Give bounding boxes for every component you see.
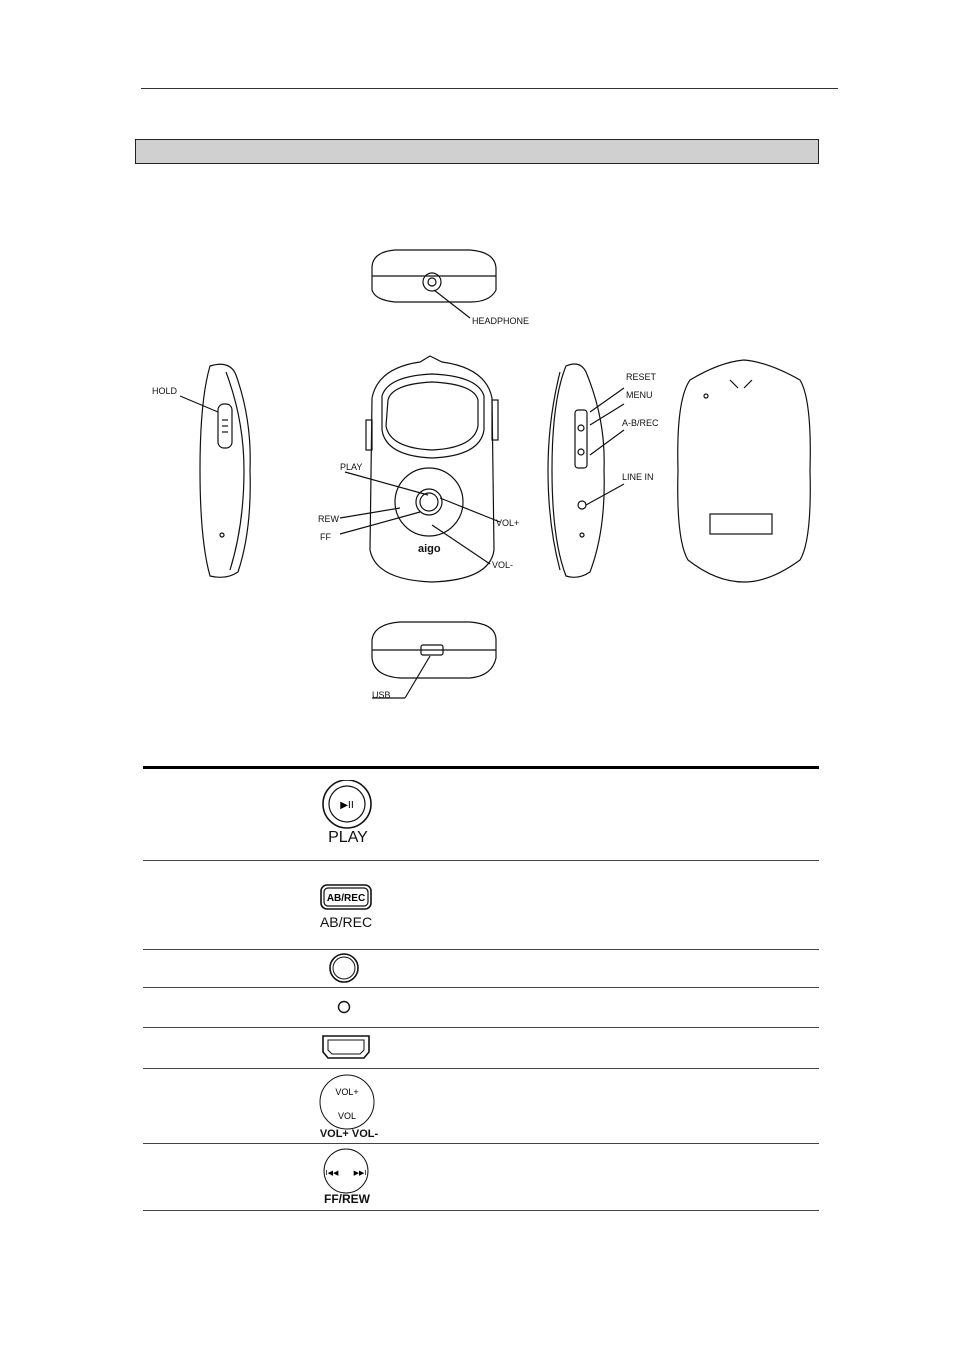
reset-hole-icon	[336, 999, 352, 1015]
label-menu: MENU	[626, 390, 653, 400]
table-row-divider	[143, 1027, 819, 1028]
vol-caption: VOL+ VOL-	[319, 1128, 379, 1140]
top-view	[372, 250, 496, 318]
bottom-view	[372, 622, 496, 698]
left-side-view	[180, 364, 250, 577]
label-line-in: LINE IN	[622, 472, 654, 482]
label-ff: FF	[320, 532, 331, 542]
label-hold: HOLD	[152, 386, 178, 396]
back-view	[678, 360, 811, 582]
right-side-view	[548, 364, 624, 577]
label-play: PLAY	[340, 462, 363, 472]
label-rew: REW	[318, 514, 339, 524]
svg-text:VOL+: VOL+	[335, 1087, 359, 1097]
play-caption: PLAY	[328, 829, 368, 846]
brand-logo: aigo	[418, 543, 441, 555]
usb-port-icon	[320, 1034, 372, 1060]
table-row-divider	[143, 949, 819, 950]
table-row-divider	[143, 1210, 819, 1211]
play-pause-button-icon	[320, 780, 376, 830]
ff-rew-buttons-icon	[318, 1148, 374, 1194]
label-vol-plus: VOL+	[496, 518, 520, 528]
table-row-divider	[143, 860, 819, 861]
svg-text:▶II: ▶II	[340, 800, 354, 811]
label-vol-minus: VOL-	[492, 560, 514, 570]
label-headphone: HEADPHONE	[472, 316, 530, 326]
headphone-jack-icon	[326, 952, 362, 984]
label-reset: RESET	[626, 372, 657, 382]
table-row-divider	[143, 987, 819, 988]
table-top-rule	[143, 766, 819, 769]
svg-text:VOL: VOL	[337, 1111, 357, 1121]
svg-text:▶▶I: ▶▶I	[353, 1169, 367, 1177]
svg-text:I◀◀: I◀◀	[325, 1169, 339, 1177]
svg-text:AB/REC: AB/REC	[326, 893, 366, 904]
label-ab-rec: A-B/REC	[622, 418, 659, 428]
volume-buttons-icon	[318, 1073, 376, 1131]
table-row-divider	[143, 1068, 819, 1069]
ab-rec-button-icon	[320, 884, 372, 910]
table-row-divider	[143, 1143, 819, 1144]
label-usb: USB	[372, 690, 391, 700]
ff-rew-caption: FF/REW	[324, 1192, 370, 1206]
ab-rec-caption: AB/REC	[319, 914, 373, 930]
